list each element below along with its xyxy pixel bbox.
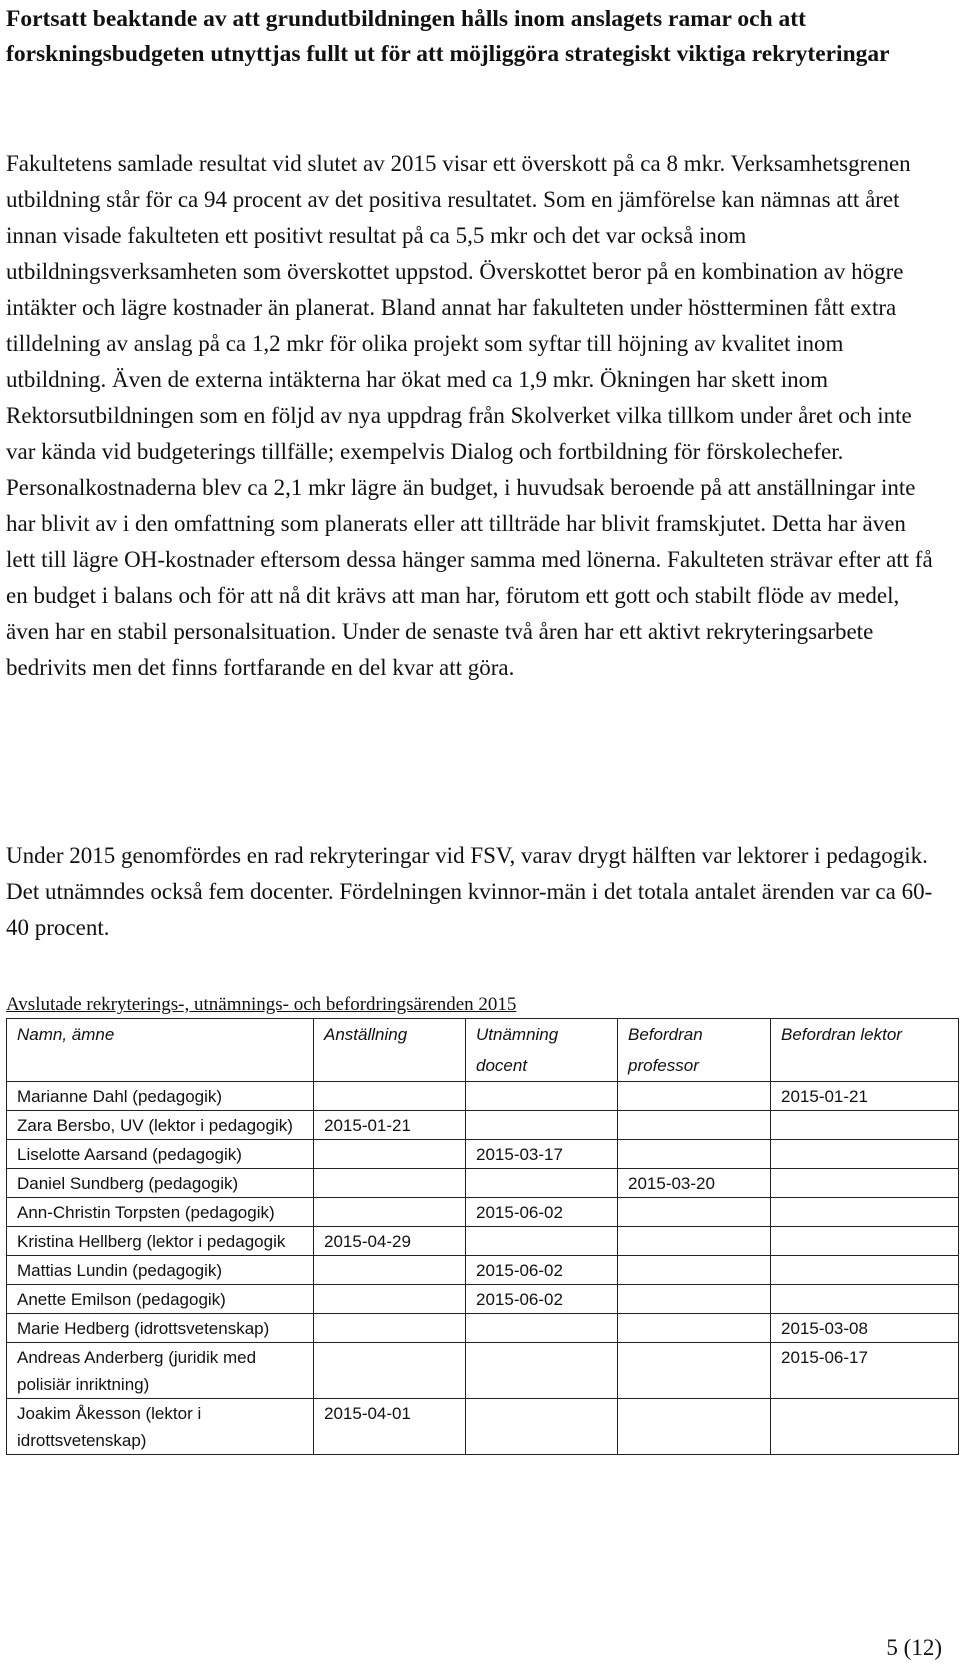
table-row: [7, 1198, 959, 1227]
header-utnamning-docent: Utnämning docent: [466, 1019, 618, 1082]
section-heading: Fortsatt beaktande av att grundutbildningen hålls inom anslagets ramar och att forskningsbudgeten utnyttjas fullt ut för att möjliggöra strategiskt viktiga rekryteringar: [6, 6, 890, 67]
cell-name: Liselotte Aarsand (pedagogik): [7, 1140, 314, 1169]
header-befordran-professor: Befordran professor: [618, 1019, 771, 1082]
cell-utnamning-docent: [466, 1399, 618, 1455]
cell-anstallning: [314, 1169, 466, 1198]
cell-name: Ann-Christin Torpsten (pedagogik): [7, 1198, 314, 1227]
cell-befordran-lektor: 2015-03-08: [771, 1314, 959, 1343]
cell-befordran-lektor: [771, 1399, 959, 1455]
cell-utnamning-docent: [466, 1082, 618, 1111]
header-anstallning: Anställning: [314, 1019, 466, 1082]
table-body: [7, 1082, 959, 1455]
table-row: [7, 1256, 959, 1285]
table-row: [7, 1082, 959, 1111]
cell-anstallning: [314, 1343, 466, 1399]
page-number: 5 (12): [886, 1635, 942, 1660]
body-paragraph-results: Fakultetens samlade resultat vid slutet av 2015 visar ett överskott på ca 8 mkr. Verksamhetsgrenen utbildning står för ca 94 procent av det positiva resultatet. Som en jämförelse kan nämnas att året innan visade fakulteten ett positivt resultat på ca 5,5 mkr och det var också inom utbildningsverksamheten som överskottet uppstod. Överskottet beror på en kombination av högre intäkter och lägre kostnader än planerat. Bland annat har fakulteten under höstterminen fått extra tilldelning av anslag på ca 1,2 mkr för olika projekt som syftar till höjning av kvalitet inom utbildning. Även de externa intäkterna har ökat med ca 1,9 mkr. Ökningen har skett inom Rektorsutbildningen som en följd av nya uppdrag från Skolverket vilka tillkom under året och inte var kända vid budgeterings tillfälle; exempelvis Dialog och fortbildning för förskolechefer. Personalkostnaderna blev ca 2,1 mkr lägre än budget, i huvudsak beroende på att anställningar inte har blivit av i den omfattning som planerats eller att tillträde har blivit framskjutet. Detta har även lett till lägre OH-kostnader eftersom dessa hänger samma med lönerna. Fakulteten strävar efter att få en budget i balans och för att nå dit krävs att man har, förutom ett gott och stabilt flöde av medel, även har en stabil personalsituation. Under de senaste två åren har ett aktivt rekryteringsarbete bedrivits men det finns fortfarande en del kvar att göra.: [6, 151, 933, 680]
cell-anstallning: 2015-04-01: [314, 1399, 466, 1455]
cell-befordran-professor: [618, 1399, 771, 1455]
recruitment-table: [6, 1018, 959, 1455]
cell-befordran-lektor: [771, 1169, 959, 1198]
cell-name: Daniel Sundberg (pedagogik): [7, 1169, 314, 1198]
cell-befordran-professor: [618, 1082, 771, 1111]
table-row: [7, 1227, 959, 1256]
body-paragraph-recruitment: Under 2015 genomfördes en rad rekryteringar vid FSV, varav drygt hälften var lektorer i pedagogik. Det utnämndes också fem docenter. Fördelningen kvinnor-män i det totala antalet ärenden var ca 60-40 procent.: [6, 843, 933, 940]
cell-befordran-lektor: [771, 1111, 959, 1140]
header-befordran-lektor: Befordran lektor: [771, 1019, 959, 1082]
cell-name: Kristina Hellberg (lektor i pedagogik: [7, 1227, 314, 1256]
cell-befordran-professor: 2015-03-20: [618, 1169, 771, 1198]
cell-anstallning: 2015-01-21: [314, 1111, 466, 1140]
cell-befordran-professor: [618, 1343, 771, 1399]
cell-befordran-professor: [618, 1256, 771, 1285]
cell-utnamning-docent: 2015-06-02: [466, 1198, 618, 1227]
cell-name: Marie Hedberg (idrottsvetenskap): [7, 1314, 314, 1343]
table-row: [7, 1111, 959, 1140]
cell-utnamning-docent: [466, 1169, 618, 1198]
cell-name: Zara Bersbo, UV (lektor i pedagogik): [7, 1111, 314, 1140]
cell-befordran-professor: [618, 1140, 771, 1169]
cell-utnamning-docent: [466, 1111, 618, 1140]
cell-befordran-lektor: 2015-01-21: [771, 1082, 959, 1111]
cell-befordran-professor: [618, 1285, 771, 1314]
cell-anstallning: [314, 1314, 466, 1343]
cell-befordran-professor: [618, 1314, 771, 1343]
cell-befordran-lektor: [771, 1227, 959, 1256]
cell-anstallning: [314, 1082, 466, 1111]
cell-anstallning: [314, 1256, 466, 1285]
table-row: [7, 1343, 959, 1399]
cell-befordran-lektor: 2015-06-17: [771, 1343, 959, 1399]
cell-utnamning-docent: 2015-06-02: [466, 1285, 618, 1314]
cell-befordran-lektor: [771, 1256, 959, 1285]
cell-utnamning-docent: [466, 1314, 618, 1343]
cell-befordran-lektor: [771, 1285, 959, 1314]
cell-anstallning: [314, 1198, 466, 1227]
cell-befordran-professor: [618, 1198, 771, 1227]
cell-name: Mattias Lundin (pedagogik): [7, 1256, 314, 1285]
cell-utnamning-docent: 2015-03-17: [466, 1140, 618, 1169]
table-header-row: [7, 1019, 959, 1082]
cell-name: Andreas Anderberg (juridik med polisiär inriktning): [7, 1343, 314, 1399]
table-row: [7, 1140, 959, 1169]
cell-name: Marianne Dahl (pedagogik): [7, 1082, 314, 1111]
table-row: [7, 1285, 959, 1314]
cell-name: Anette Emilson (pedagogik): [7, 1285, 314, 1314]
cell-befordran-professor: [618, 1227, 771, 1256]
cell-befordran-lektor: [771, 1198, 959, 1227]
cell-anstallning: [314, 1285, 466, 1314]
table-row: [7, 1399, 959, 1455]
table-row: [7, 1169, 959, 1198]
table-caption: Avslutade rekryterings-, utnämnings- och befordringsärenden 2015: [6, 994, 517, 1015]
cell-utnamning-docent: 2015-06-02: [466, 1256, 618, 1285]
cell-anstallning: 2015-04-29: [314, 1227, 466, 1256]
table-row: [7, 1314, 959, 1343]
cell-anstallning: [314, 1140, 466, 1169]
cell-name: Joakim Åkesson (lektor i idrottsvetenskap): [7, 1399, 314, 1455]
cell-befordran-professor: [618, 1111, 771, 1140]
cell-utnamning-docent: [466, 1343, 618, 1399]
header-name: Namn, ämne: [7, 1019, 314, 1082]
cell-befordran-lektor: [771, 1140, 959, 1169]
cell-utnamning-docent: [466, 1227, 618, 1256]
